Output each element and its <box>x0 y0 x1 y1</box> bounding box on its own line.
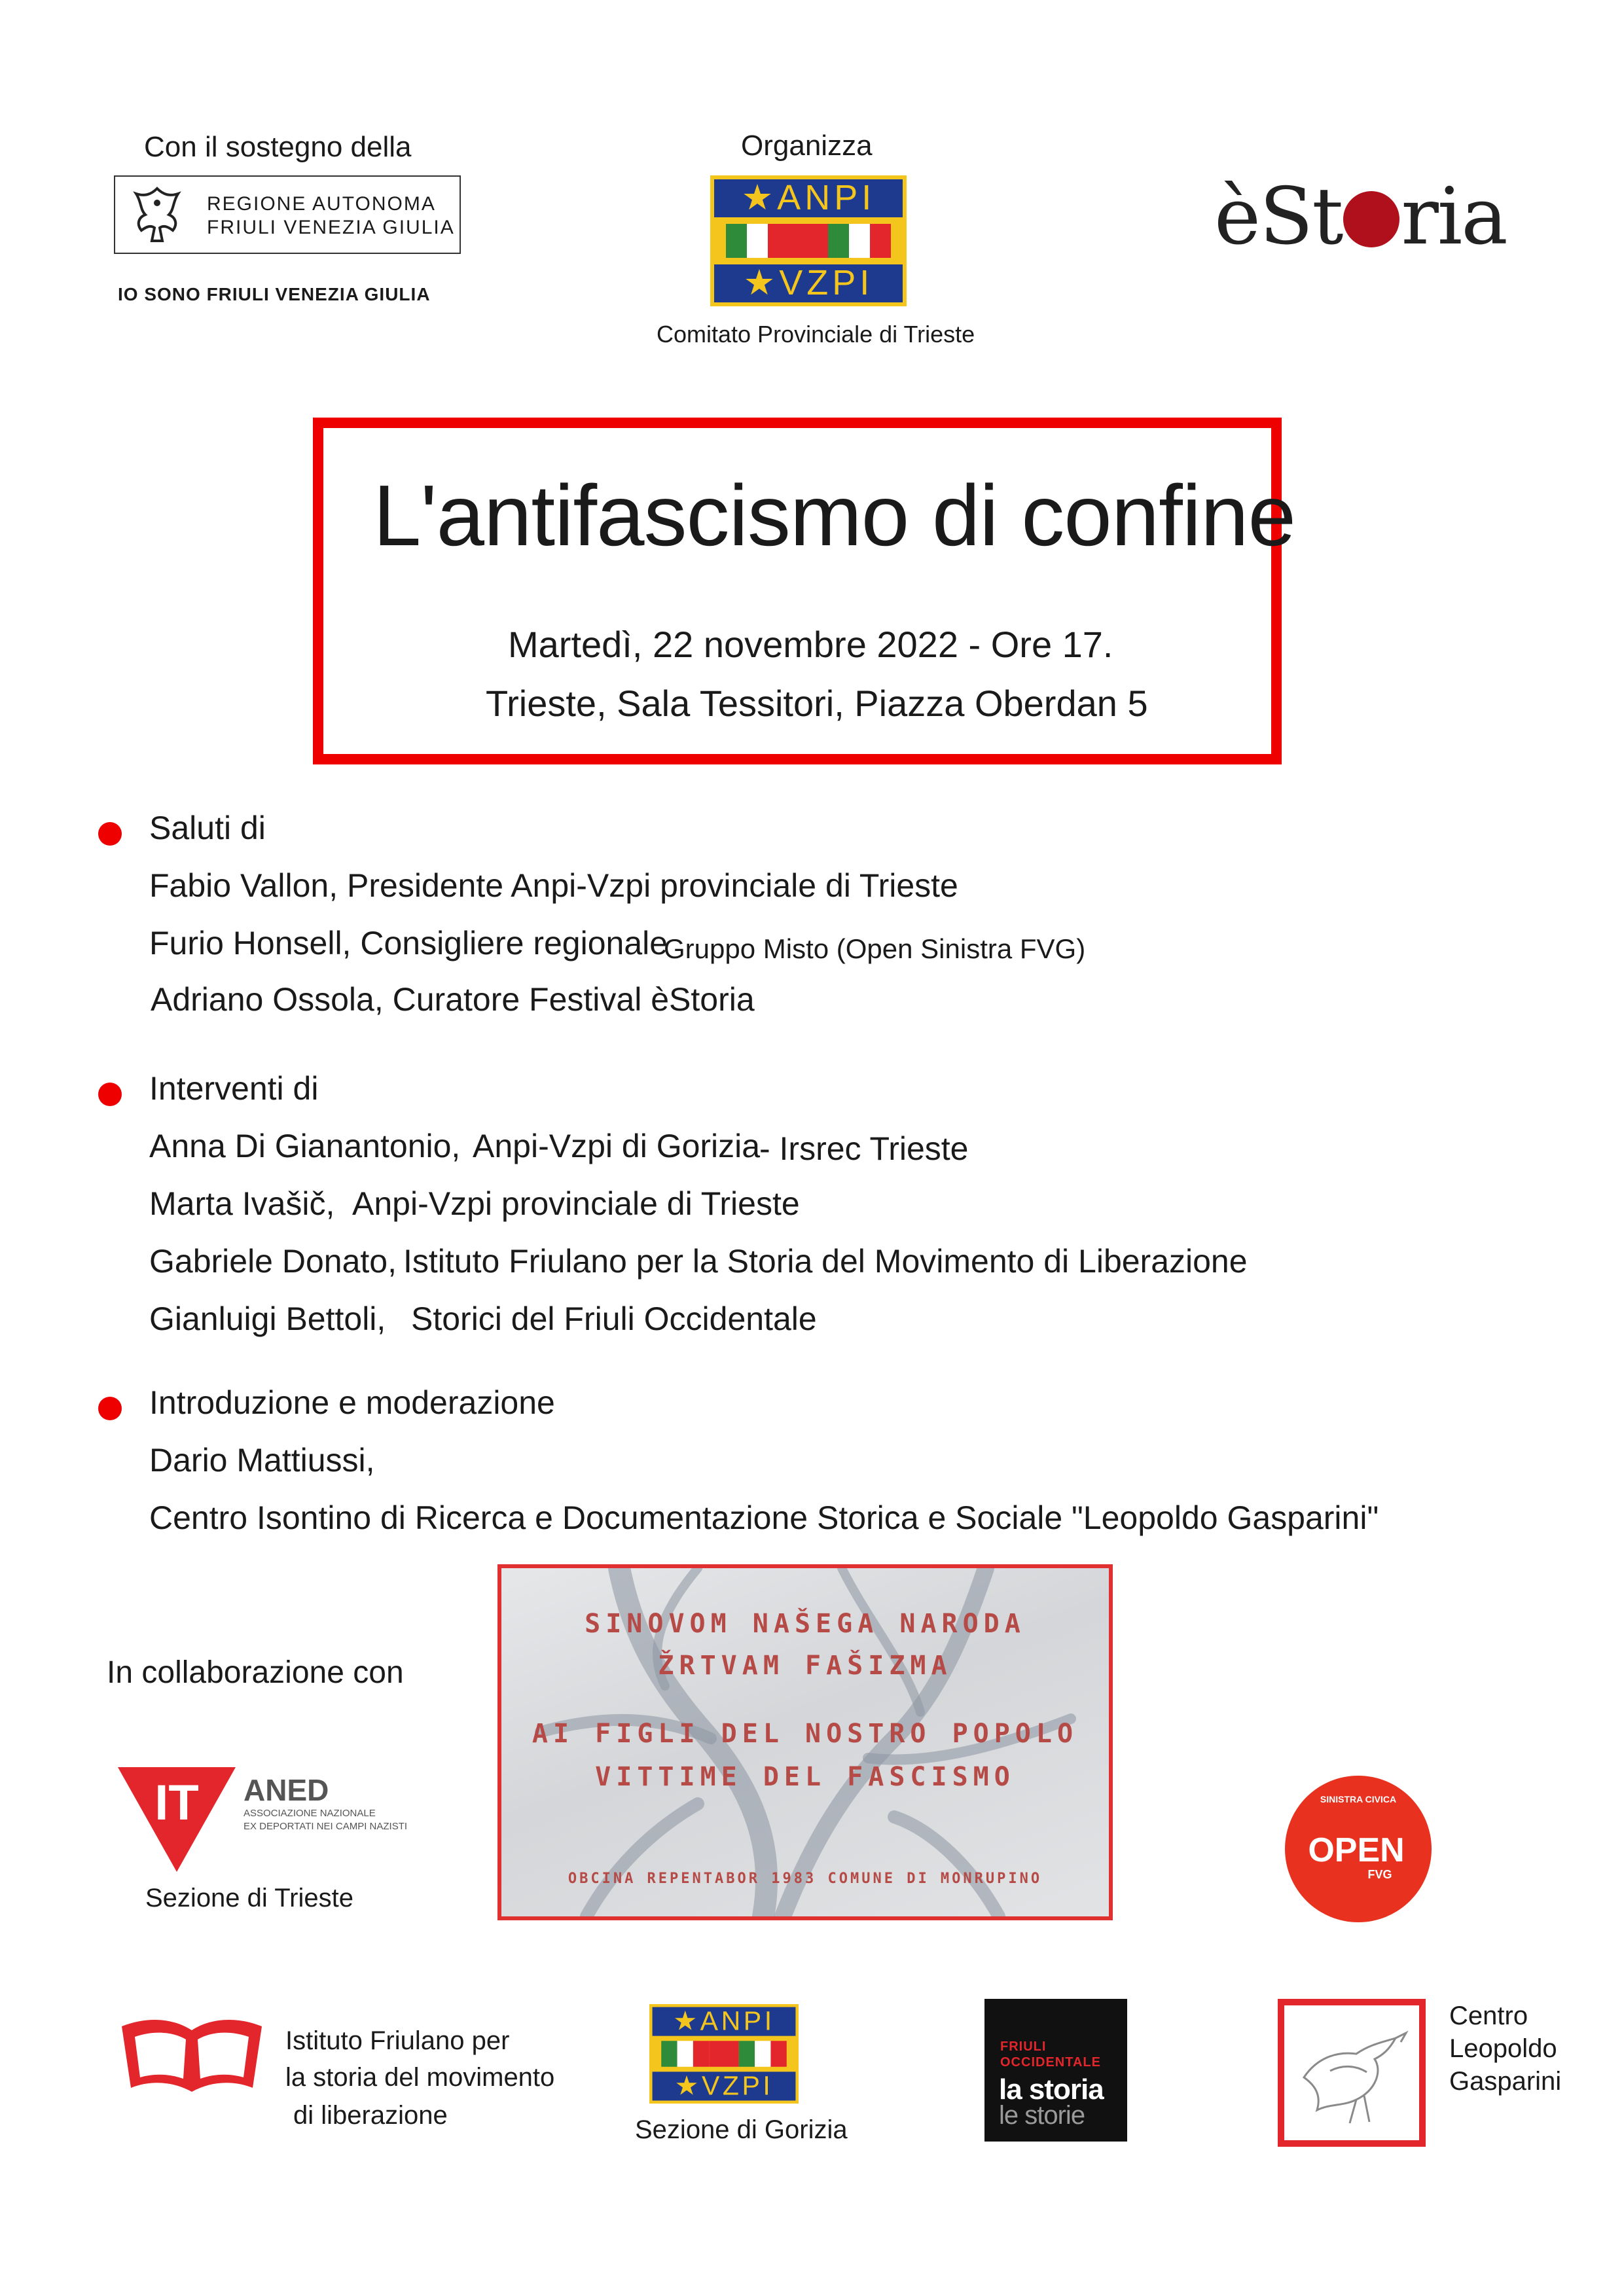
plaque-line: AI FIGLI DEL NOSTRO POPOLO <box>532 1719 1079 1749</box>
moderator-org: Centro Isontino di Ricerca e Documentazione Storica e Sociale "Leopoldo Gasparini" <box>149 1499 1379 1536</box>
anpi-gorizia-logo <box>649 2004 799 2104</box>
gasparini-name: Gasparini <box>1449 2067 1562 2096</box>
plaque-line: OBCINA REPENTABOR 1983 COMUNE DI MONRUPINO <box>568 1871 1043 1887</box>
saluti-note: Gruppo Misto (Open Sinistra FVG) <box>664 933 1086 964</box>
region-name: REGIONE AUTONOMA FRIULI VENEZIA GIULIA <box>207 193 455 238</box>
speaker-org: - Irsrec Trieste <box>759 1130 969 1167</box>
ifsml-name: di liberazione <box>293 2101 448 2130</box>
speaker-name: Anna Di Gianantonio, <box>149 1128 461 1164</box>
ifsml-name: la storia del movimento <box>285 2063 555 2092</box>
open-fvg-logo <box>1283 1774 1434 1924</box>
moderator-name: Dario Mattiussi, <box>149 1442 375 1479</box>
saluti-speaker: Furio Honsell, Consigliere regionale <box>149 925 668 961</box>
saluti-heading: Saluti di <box>149 810 266 846</box>
gasparini-name: Leopoldo <box>1449 2034 1557 2063</box>
svg-text:OPEN: OPEN <box>1308 1831 1405 1869</box>
speaker-org: Storici del Friuli Occidentale <box>411 1300 817 1337</box>
bullet-icon <box>98 1397 122 1420</box>
svg-text:★ANPI: ★ANPI <box>741 178 876 217</box>
event-date-time: Martedì, 22 novembre 2022 - Ore 17. <box>508 624 1113 665</box>
aned-caption: Sezione di Trieste <box>145 1884 353 1912</box>
saluti-speaker: Adriano Ossola, Curatore Festival èStoria <box>151 981 755 1018</box>
plaque-line: SINOVOM NAŠEGA NARODA <box>585 1609 1026 1639</box>
region-logo <box>114 175 461 254</box>
svg-text:SINISTRA CIVICA: SINISTRA CIVICA <box>1320 1794 1397 1804</box>
aned-subtitle: EX DEPORTATI NEI CAMPI NAZISTI <box>244 1821 408 1832</box>
friuli-occidentale-logo: FRIULI OCCIDENTALE la storia le storie <box>984 1999 1127 2142</box>
gasparini-name: Centro <box>1449 2001 1528 2030</box>
moderazione-heading: Introduzione e moderazione <box>149 1384 555 1421</box>
svg-text:FVG: FVG <box>1367 1868 1392 1881</box>
event-title: L'antifascismo di confine <box>373 467 1295 564</box>
event-location: Trieste, Sala Tessitori, Piazza Oberdan 5 <box>486 683 1148 724</box>
speaker-org: Istituto Friulano per la Storia del Movimento di Liberazione <box>403 1243 1248 1280</box>
plaque-line: VITTIME DEL FASCISMO <box>595 1762 1015 1792</box>
svg-text:★ANPI: ★ANPI <box>673 2005 775 2036</box>
svg-text:IT: IT <box>154 1775 199 1831</box>
speaker-org: Anpi-Vzpi di Gorizia <box>473 1128 761 1164</box>
speaker-name: Gianluigi Bettoli, <box>149 1300 386 1337</box>
organizer-label: Organizza <box>741 130 873 162</box>
organizer-caption: Comitato Provinciale di Trieste <box>657 321 975 348</box>
collaboration-label: In collaborazione con <box>107 1655 404 1690</box>
plaque-line: ŽRTVAM FAŠIZMA <box>658 1651 952 1681</box>
gasparini-logo <box>1278 1999 1426 2147</box>
memorial-plaque-photo <box>497 1564 1113 1920</box>
speaker-org: Anpi-Vzpi provinciale di Trieste <box>352 1185 800 1222</box>
aned-subtitle: ASSOCIAZIONE NAZIONALE <box>244 1808 376 1819</box>
aned-name: ANED <box>244 1773 329 1807</box>
region-slogan: IO SONO FRIULI VENEZIA GIULIA <box>118 284 431 304</box>
seal-icon <box>1343 191 1399 247</box>
dove-icon <box>1291 2018 1413 2130</box>
bullet-icon <box>98 822 122 846</box>
ifsml-name: Istituto Friulano per <box>285 2026 510 2055</box>
anpi-gorizia-caption: Sezione di Gorizia <box>635 2115 848 2144</box>
sponsor-label: Con il sostegno della <box>144 131 412 163</box>
anpi-vzpi-logo <box>710 175 907 306</box>
saluti-speaker: Fabio Vallon, Presidente Anpi-Vzpi provinciale di Trieste <box>149 867 958 904</box>
bullet-icon <box>98 1083 122 1106</box>
svg-text:★VZPI: ★VZPI <box>674 2070 774 2101</box>
speaker-name: Gabriele Donato, <box>149 1243 397 1280</box>
svg-text:★VZPI: ★VZPI <box>743 263 874 302</box>
estoria-logo: èSt ria <box>1214 171 1507 262</box>
aned-logo-mark <box>118 1767 236 1872</box>
interventi-heading: Interventi di <box>149 1070 319 1107</box>
open-book-icon <box>115 2008 268 2106</box>
eagle-icon <box>124 183 190 246</box>
speaker-name: Marta Ivašič, <box>149 1185 335 1222</box>
